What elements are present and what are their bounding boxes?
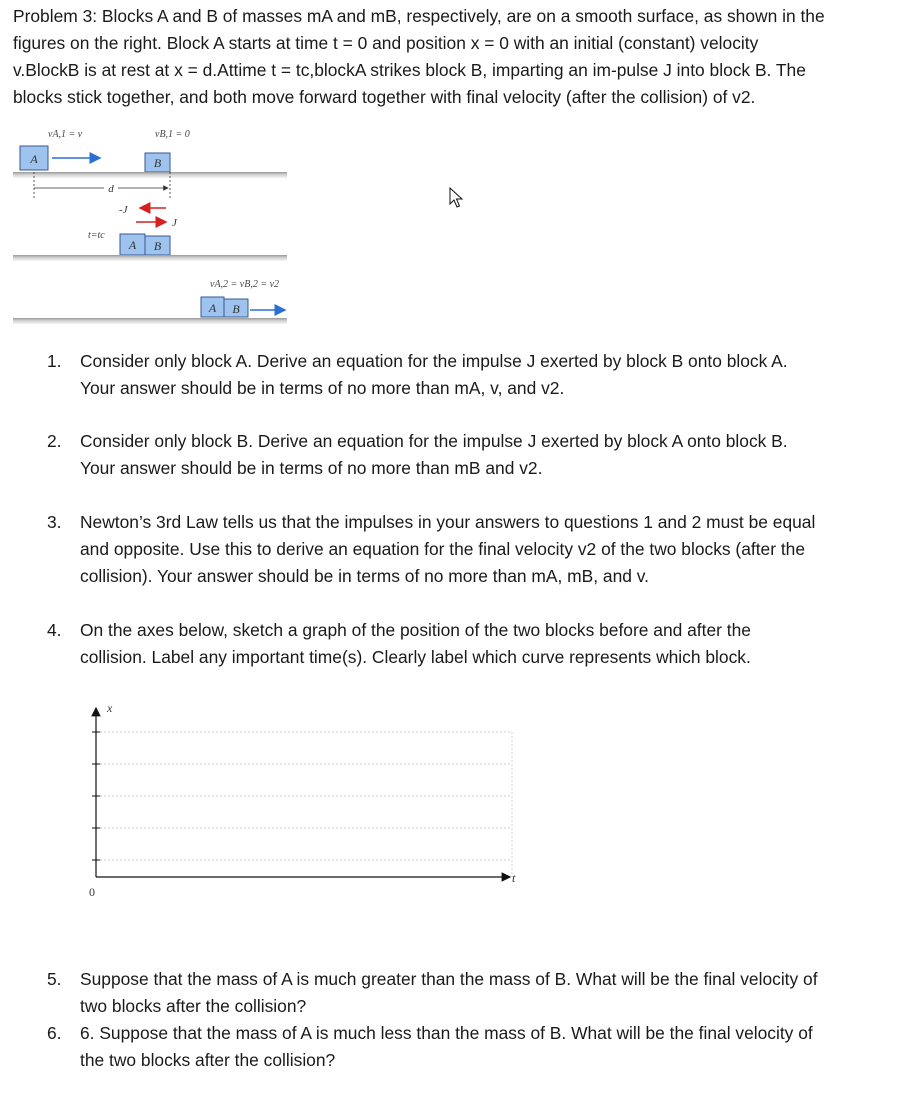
svg-text:B: B — [153, 239, 162, 253]
label-vb1: vB,1 = 0 — [155, 129, 190, 140]
mouse-cursor-icon — [450, 188, 462, 207]
problem-line-4: blocks stick together, and both move forward together with final velocity (after the collision) of v2. — [13, 87, 756, 107]
svg-text:B: B — [153, 156, 162, 170]
origin-label: 0 — [89, 885, 95, 899]
problem-line-3: v.BlockB is at rest at x = d.Attime t = tc,blockA strikes block B, imparting an im-pulse J into block B. The — [13, 60, 806, 80]
question-6: 6. 6. Suppose that the mass of A is much less than the mass of B. What will be the final velocity of the two blocks after the collision? — [47, 1023, 813, 1070]
graph-gridlines — [96, 732, 512, 877]
label-v2: vA,2 = vB,2 = v2 — [210, 279, 280, 290]
y-axis-label: x — [107, 701, 113, 715]
position-time-axes — [0, 690, 906, 920]
label-va1: vA,1 = v — [48, 129, 83, 140]
x-axis-label: t — [512, 871, 516, 885]
label-d: d — [108, 183, 114, 195]
floor-2 — [13, 255, 287, 261]
question-5: 5. Suppose that the mass of A is much greater than the mass of B. What will be the final velocity of two blocks after the collision? — [47, 969, 818, 1016]
question-1: 1. Consider only block A. Derive an equation for the impulse J exerted by block B onto block A. Your answer should be in terms of no more than mA, v, and v2. — [47, 351, 788, 398]
svg-text:A: A — [30, 152, 38, 166]
problem-line-2: figures on the right. Block A starts at time t = 0 and position x = 0 with an initial (constant) velocity — [13, 33, 759, 53]
collision-figure — [0, 0, 906, 340]
svg-text:B: B — [232, 302, 240, 316]
problem-line-1: Problem 3: Blocks A and B of masses mA and mB, respectively, are on a smooth surface, as shown in the — [13, 6, 825, 26]
question-3: 3. Newton’s 3rd Law tells us that the impulses in your answers to questions 1 and 2 must be equal and opposite. Use this to derive an equation for the final velocity v2 of the two blocks (after the collision). Your answer should be in terms of no more than mA, mB, and v. — [47, 512, 816, 586]
svg-text:A: A — [128, 238, 137, 252]
floor-3 — [13, 318, 287, 324]
question-2: 2. Consider only block B. Derive an equation for the impulse J exerted by block A onto block B. Your answer should be in terms of no more than mB and v2. — [47, 431, 788, 478]
question-4: 4. On the axes below, sketch a graph of the position of the two blocks before and after the collision. Label any important time(s). Clearly label which curve represents which block. — [47, 620, 751, 667]
label-neg-j: -J — [119, 204, 128, 216]
floor-1 — [13, 172, 287, 178]
svg-text:A: A — [208, 301, 217, 315]
label-j: J — [172, 217, 177, 229]
label-tc: t=tc — [88, 230, 105, 241]
